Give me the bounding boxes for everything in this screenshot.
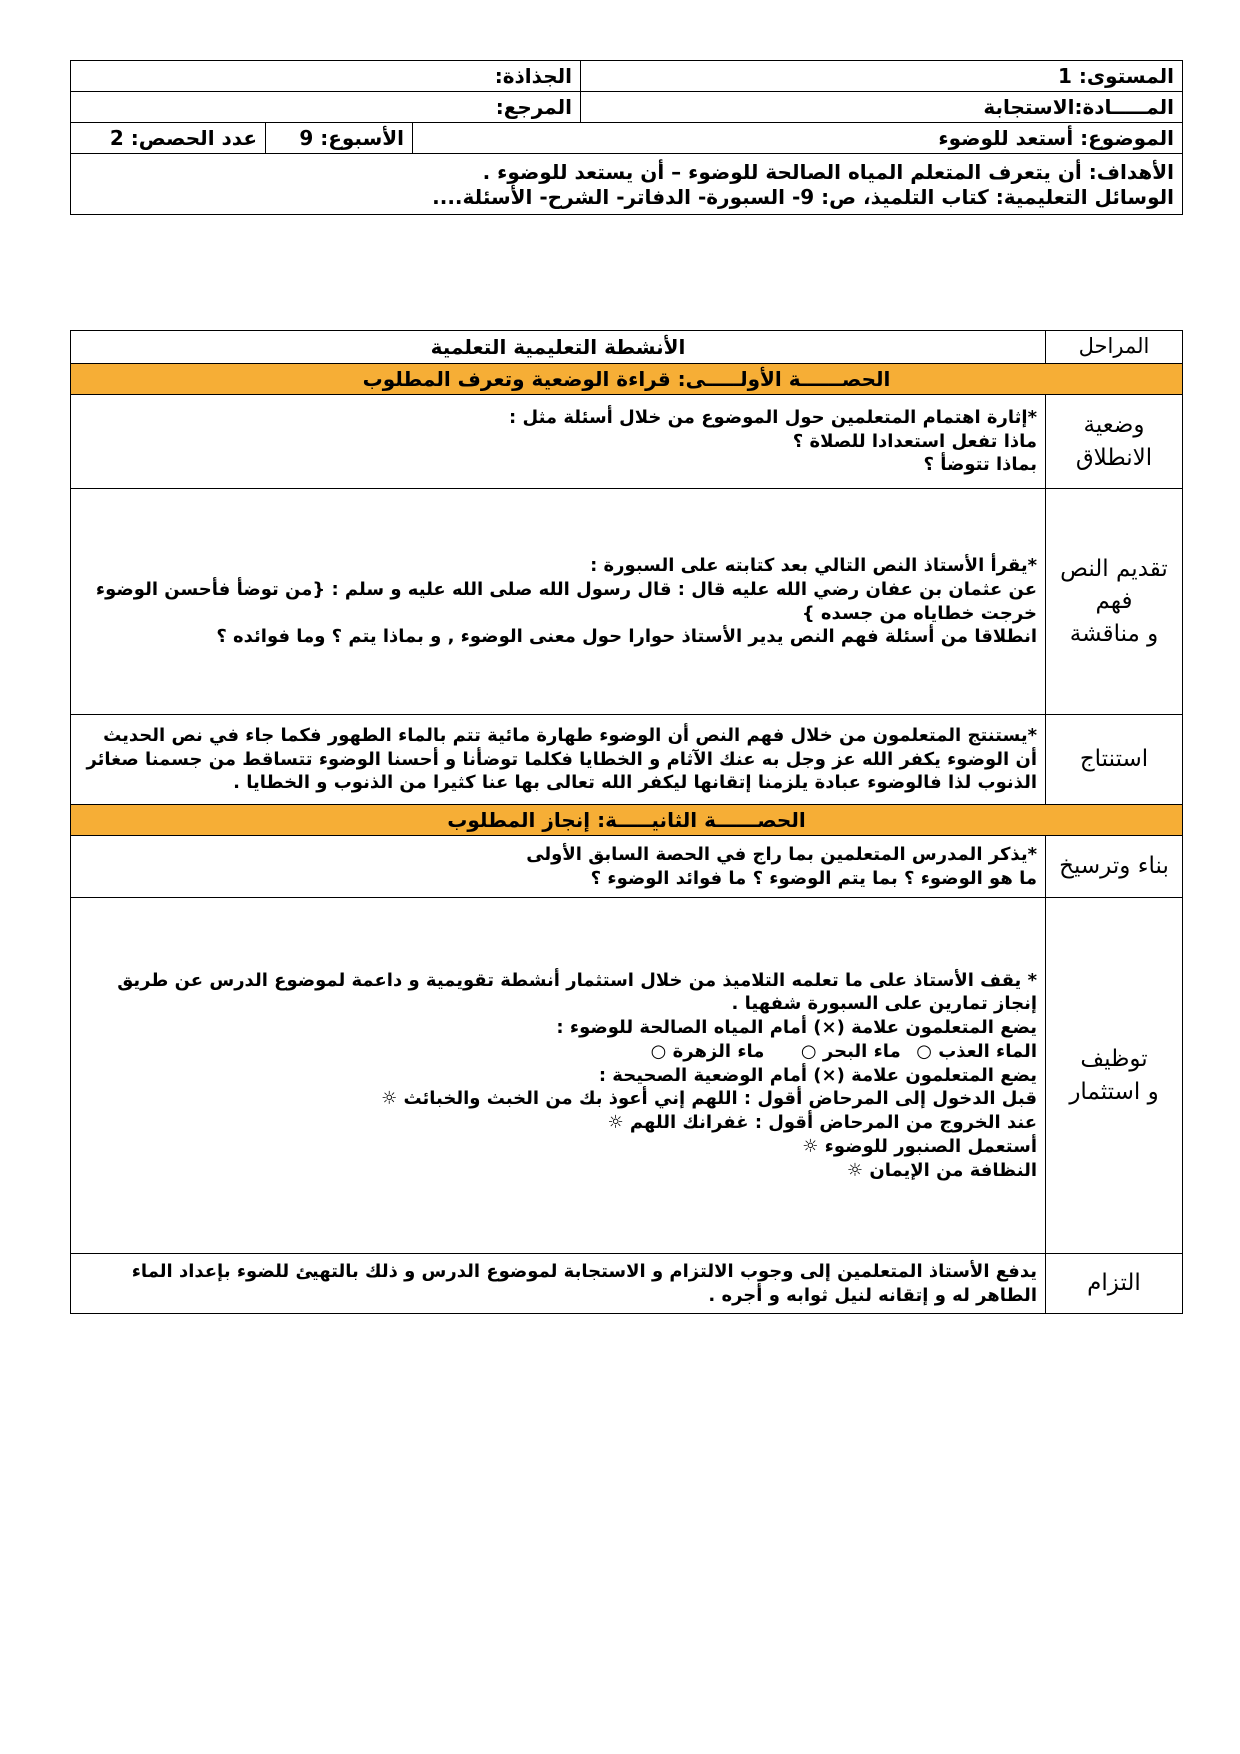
option-fresh-water: الماء العذب ○ [916, 1040, 1037, 1062]
statement-line: أستعمل الصنبور للوضوء ☼ [802, 1135, 1037, 1157]
subject-cell: المـــــادة:الاستجابة [581, 92, 1183, 123]
launch-activities [71, 395, 1046, 489]
goals-text: الأهداف: أن يتعرف المتعلم المياه الصالحة للوضوء – أن يستعد للوضوء . [482, 160, 1174, 184]
statement-line: عند الخروج من المرحاض أقول : غفرانك اللهم ☼ [607, 1112, 1037, 1134]
option-sea-water: ماء البحر ○ [800, 1040, 901, 1062]
stage-text-line1: تقديم النص [1060, 556, 1168, 583]
activity-line: *إثارة اهتمام المتعلمين حول الموضوع من خلال أسئلة مثل : [509, 406, 1037, 428]
stage-apply-line1: توظيف [1080, 1046, 1148, 1073]
session-1-banner: الحصــــــة الأولـــــى: قراءة الوضعية وتعرف المطلوب [71, 364, 1183, 395]
activity-line: بماذا تتوضأ ؟ [923, 454, 1037, 476]
activity-line: *يقرأ الأستاذ النص التالي بعد كتابته على السبورة : [590, 555, 1037, 576]
stage-text [1046, 489, 1183, 715]
hadith-text: عن عثمان بن عفان رضي الله عليه قال : قال رسول الله صلى الله عليه و سلم : {من توضأ فأحسن الوضوء خرجت خطاياه من جسده } [95, 578, 1037, 624]
stage-commit: التزام [1046, 1254, 1183, 1314]
table-row [71, 715, 1183, 805]
level-cell: المستوى: 1 [581, 61, 1183, 92]
stage-apply [1046, 898, 1183, 1254]
stage-text-line3: و مناقشة [1069, 620, 1159, 647]
activity-line: ماذا تفعل استعدادا للصلاة ؟ [792, 430, 1037, 452]
apply-activities [71, 898, 1046, 1254]
build-activities [71, 836, 1046, 898]
session-2-banner: الحصــــــة الثانيـــــة: إنجاز المطلوب [71, 805, 1183, 836]
stage-launch-line1: وضعية [1083, 412, 1145, 439]
sessions-count-cell: عدد الحصص: 2 [71, 123, 266, 154]
option-rose-water: ماء الزهرة ○ [650, 1040, 765, 1062]
exercise-question: يضع المتعلمون علامة (×) أمام الوضعية الصحيحة : [598, 1064, 1037, 1086]
activities-column-header: الأنشطة التعليمية التعلمية [71, 331, 1046, 364]
stage-build: بناء وترسيخ [1046, 836, 1183, 898]
activity-line: انطلاقا من أسئلة فهم النص يدير الأستاذ حوارا حول معنى الوضوء , و بماذا يتم ؟ وما فوائده ؟ [216, 626, 1037, 648]
goals-tools-cell [71, 154, 1183, 215]
table-row [71, 489, 1183, 715]
stage-launch-line2: الانطلاق [1075, 444, 1153, 471]
conclusion-text: *يستنتج المتعلمون من خلال فهم النص أن الوضوء طهارة مائية تتم بالماء الطهور فكما جاء في نص الحديث أن الوضوء يكفر الله عز وجل به عنك الآثام و الخطايا فكلما توضأنا و أحسنا الوضوء تتساقط من جسمنا صغائر الذنوب لذا فالوضوء عبادة يلزمنا إتقانها ليكفر الله تعالى بها عنا كثيرا من الذنوب و الخطايا . [71, 715, 1046, 805]
exercise-question: يضع المتعلمون علامة (×) أمام المياه الصالحة للوضوء : [556, 1017, 1037, 1039]
activity-line: *يذكر المدرس المتعلمين بما راج في الحصة السابق الأولى [526, 843, 1037, 865]
fiche-cell: الجذاذة: [71, 61, 581, 92]
stage-launch [1046, 395, 1183, 489]
stages-column-header: المراحل [1046, 331, 1183, 364]
commit-text: يدفع الأستاذ المتعلمين إلى وجوب الالتزام و الاستجابة لموضوع الدرس و ذلك بالتهيئ للضوء بإعداد الماء الطاهر له و إتقانه لنيل ثوابه و أجره . [71, 1254, 1046, 1314]
tools-text: الوسائل التعليمية: كتاب التلميذ، ص: 9- السبورة- الدفاتر- الشرح- الأسئلة.... [432, 185, 1174, 209]
table-row [71, 836, 1183, 898]
activity-line: ما هو الوضوء ؟ بما يتم الوضوء ؟ ما فوائد الوضوء ؟ [590, 867, 1037, 889]
table-row [71, 1254, 1183, 1314]
statement-line: النظافة من الإيمان ☼ [846, 1159, 1037, 1181]
water-options [79, 1040, 1037, 1064]
header-table [70, 60, 1183, 215]
stage-text-line2: فهم [1095, 588, 1133, 615]
table-row [71, 395, 1183, 489]
stage-apply-line2: و استثمار [1069, 1078, 1159, 1105]
table-row [71, 898, 1183, 1254]
reference-cell: المرجع: [71, 92, 581, 123]
week-cell: الأسبوع: 9 [266, 123, 413, 154]
text-activities [71, 489, 1046, 715]
activities-table [70, 330, 1183, 1314]
topic-cell: الموضوع: أستعد للوضوء [413, 123, 1183, 154]
stage-conclusion: استنتاج [1046, 715, 1183, 805]
activity-line: * يقف الأستاذ على ما تعلمه التلاميذ من خلال استثمار أنشطة تقويمية و داعمة لموضوع الدرس عن طريق إنجاز تمارين على السبورة شفهيا . [117, 969, 1037, 1015]
statement-line: قبل الدخول إلى المرحاض أقول : اللهم إني أعوذ بك من الخبث والخبائث ☼ [381, 1088, 1037, 1110]
